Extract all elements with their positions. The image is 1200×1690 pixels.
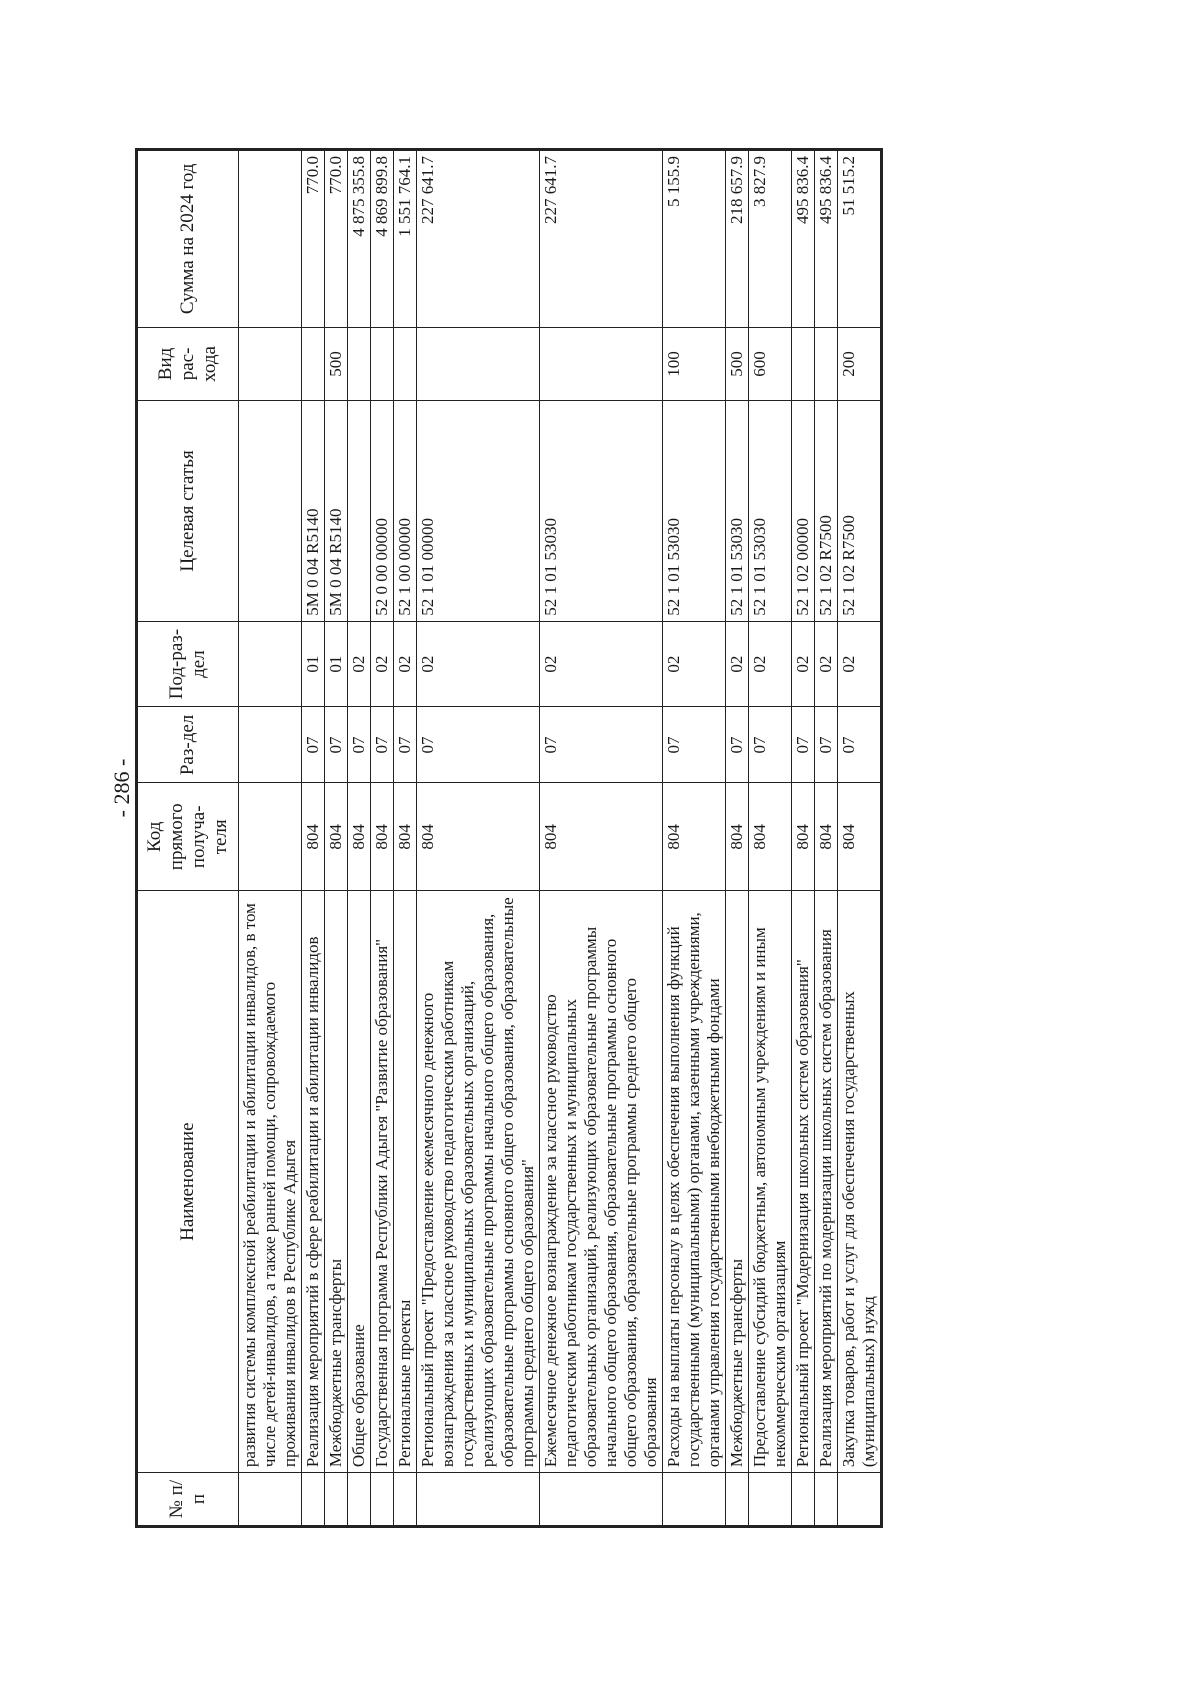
cell-name: Общее образование [348,891,371,1473]
cell-target: 52 1 01 53030 [540,401,663,622]
cell-recipient [239,783,302,891]
header-recipient-code: Код прямого получа-теля [137,783,239,891]
table-header-row [137,150,239,1527]
cell-section: 07 [815,707,838,783]
cell-amount: 5 155.9 [663,150,726,328]
cell-recipient: 804 [371,783,394,891]
cell-num [371,1473,394,1527]
header-target-article: Целевая статья [137,401,239,622]
cell-num [749,1473,792,1527]
cell-num [663,1473,726,1527]
cell-recipient: 804 [749,783,792,891]
cell-subsection: 02 [348,621,371,707]
cell-target: 52 1 01 53030 [663,401,726,622]
cell-target: 52 1 00 00000 [394,401,417,622]
cell-amount: 218 657.9 [726,150,749,328]
cell-subsection: 02 [749,621,792,707]
cell-target [239,401,302,622]
cell-section: 07 [792,707,815,783]
header-section: Раз-дел [137,707,239,783]
cell-recipient: 804 [302,783,325,891]
cell-section: 07 [325,707,348,783]
cell-recipient: 804 [540,783,663,891]
header-num: № п/п [137,1473,239,1527]
cell-section: 07 [348,707,371,783]
cell-name: Ежемесячное денежное вознаграждение за классное руководство педагогическим работникам государственных и муниципальных образовательных организаций, реализующих образовательные программы начального общего образования, образовательные программы основного общего образования, образовательные программы среднего общего образования [540,891,663,1473]
cell-name: Предоставление субсидий бюджетным, автономным учреждениям и иным некоммерческим организациям [749,891,792,1473]
table-row [371,150,394,1527]
cell-recipient: 804 [394,783,417,891]
cell-target: 5М 0 04 R5140 [302,401,325,622]
table-row [792,150,815,1527]
cell-name: Закупка товаров, работ и услуг для обеспечения государственных (муниципальных) нужд [838,891,882,1473]
cell-name: Реализация мероприятий по модернизации школьных систем образования [815,891,838,1473]
cell-target: 52 0 00 00000 [371,401,394,622]
cell-amount: 4 869 899.8 [371,150,394,328]
cell-num [239,1473,302,1527]
cell-subsection: 02 [540,621,663,707]
cell-expense: 200 [838,327,882,401]
cell-name: Региональный проект "Предоставление ежемесячного денежного вознаграждения за классное руководство педагогическим работникам государственных и муниципальных образовательных организаций, реализующих образовательные программы начального общего образования, образовательные программы основного общего образования, образовательные программы среднего общего образования" [417,891,540,1473]
table-row [663,150,726,1527]
cell-expense: 600 [749,327,792,401]
cell-expense [394,327,417,401]
cell-recipient: 804 [348,783,371,891]
cell-expense [540,327,663,401]
cell-section: 07 [663,707,726,783]
header-name: Наименование [137,891,239,1473]
table-row [815,150,838,1527]
cell-num [838,1473,882,1527]
cell-amount: 3 827.9 [749,150,792,328]
cell-subsection: 02 [394,621,417,707]
cell-amount: 4 875 355.8 [348,150,371,328]
cell-recipient: 804 [792,783,815,891]
cell-recipient: 804 [417,783,540,891]
cell-name: развития системы комплексной реабилитации и абилитации инвалидов, в том числе детей-инвалидов, а также ранней помощи, сопровождаемого проживания инвалидов в Республике Адыгея [239,891,302,1473]
cell-subsection [239,621,302,707]
cell-expense: 500 [325,327,348,401]
cell-expense [792,327,815,401]
cell-num [792,1473,815,1527]
cell-subsection: 02 [792,621,815,707]
table-row [325,150,348,1527]
cell-expense: 100 [663,327,726,401]
cell-name: Региональный проект "Модернизация школьных систем образования" [792,891,815,1473]
cell-num [540,1473,663,1527]
cell-amount: 51 515.2 [838,150,882,328]
cell-section: 07 [726,707,749,783]
cell-num [348,1473,371,1527]
cell-section: 07 [302,707,325,783]
table-row [417,150,540,1527]
cell-recipient: 804 [663,783,726,891]
cell-section: 07 [371,707,394,783]
header-amount: Сумма на 2024 год [137,150,239,328]
cell-target: 52 1 01 53030 [726,401,749,622]
cell-section: 07 [749,707,792,783]
cell-amount: 770.0 [302,150,325,328]
cell-target: 52 1 02 00000 [792,401,815,622]
cell-target: 52 1 01 00000 [417,401,540,622]
cell-target: 52 1 02 R7500 [815,401,838,622]
cell-recipient: 804 [726,783,749,891]
cell-expense [348,327,371,401]
cell-recipient: 804 [838,783,882,891]
cell-section: 07 [540,707,663,783]
cell-num [815,1473,838,1527]
cell-recipient: 804 [815,783,838,891]
cell-subsection: 02 [726,621,749,707]
table-row [838,150,882,1527]
cell-num [325,1473,348,1527]
cell-section: 07 [838,707,882,783]
table-row [348,150,371,1527]
cell-subsection: 02 [663,621,726,707]
cell-amount [239,150,302,328]
cell-num [417,1473,540,1527]
cell-name: Расходы на выплаты персоналу в целях обеспечения выполнения функций государственными (муниципальными) органами, казенными учреждениями, органами управления государственными внебюджетными фондами [663,891,726,1473]
cell-expense [417,327,540,401]
cell-section: 07 [394,707,417,783]
cell-expense [815,327,838,401]
cell-target: 52 1 01 53030 [749,401,792,622]
cell-expense: 500 [726,327,749,401]
cell-num [726,1473,749,1527]
cell-section: 07 [417,707,540,783]
cell-name: Региональные проекты [394,891,417,1473]
cell-expense [302,327,325,401]
cell-name: Межбюджетные трансферты [325,891,348,1473]
header-subsection: Под-раз-дел [137,621,239,707]
budget-table-container [135,148,1060,1528]
cell-expense [239,327,302,401]
cell-section [239,707,302,783]
cell-num [394,1473,417,1527]
cell-target [348,401,371,622]
cell-subsection: 02 [815,621,838,707]
table-row [726,150,749,1527]
cell-subsection: 02 [838,621,882,707]
cell-target: 5М 0 04 R5140 [325,401,348,622]
cell-amount: 227 641.7 [540,150,663,328]
budget-table [135,148,883,1528]
cell-num [302,1473,325,1527]
cell-amount: 495 836.4 [815,150,838,328]
cell-subsection: 02 [371,621,394,707]
cell-amount: 1 551 764.1 [394,150,417,328]
cell-subsection: 01 [325,621,348,707]
cell-recipient: 804 [325,783,348,891]
cell-name: Межбюджетные трансферты [726,891,749,1473]
cell-subsection: 02 [417,621,540,707]
cell-target: 52 1 02 R7500 [838,401,882,622]
cell-name: Государственная программа Республики Адыгея "Развитие образования" [371,891,394,1473]
cell-name: Реализация мероприятий в сфере реабилитации и абилитации инвалидов [302,891,325,1473]
page-number: - 286 - [109,758,134,818]
cell-subsection: 01 [302,621,325,707]
table-row [540,150,663,1527]
table-row [394,150,417,1527]
table-row [302,150,325,1527]
cell-expense [371,327,394,401]
cell-amount: 770.0 [325,150,348,328]
cell-amount: 227 641.7 [417,150,540,328]
table-row [239,150,302,1527]
cell-amount: 495 836.4 [792,150,815,328]
table-row [749,150,792,1527]
header-expense-type: Вид рас-хода [137,327,239,401]
